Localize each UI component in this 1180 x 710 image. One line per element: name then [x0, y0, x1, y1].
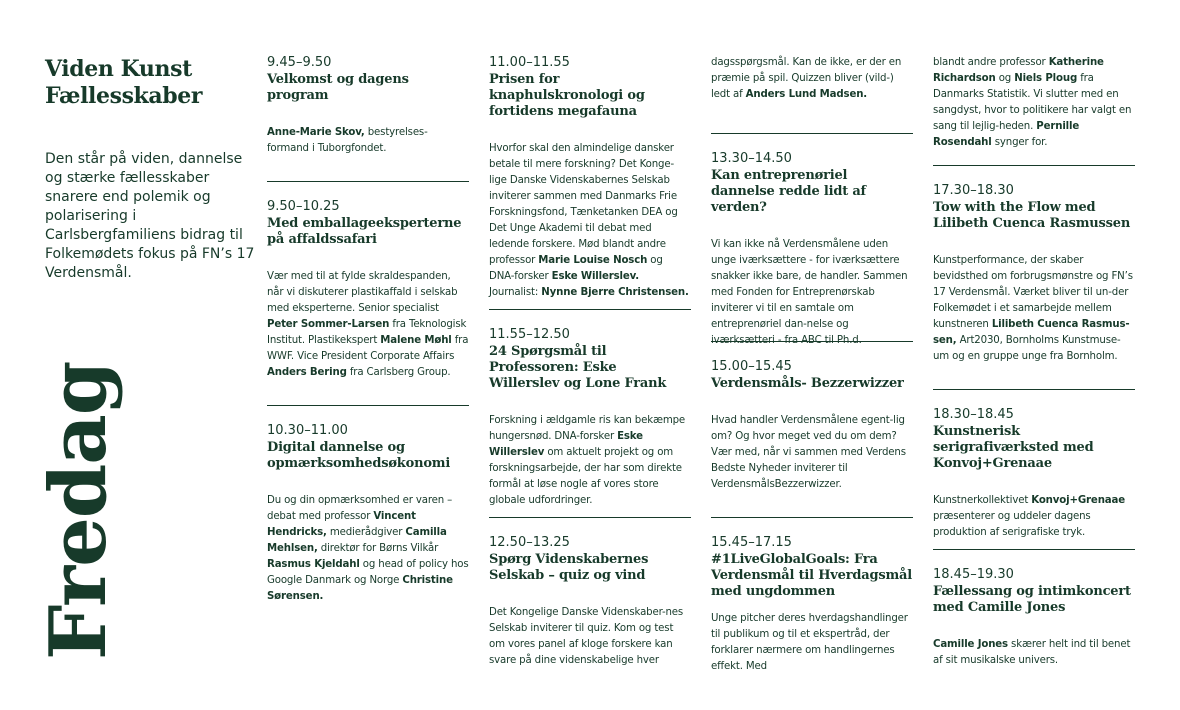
- event-quiz: [489, 535, 691, 669]
- person-name: Rasmus Kjeldahl: [267, 559, 360, 570]
- description-text: Vi kan ikke nå Verdensmålene uden unge iværksættere - for iværksættere snakker ikke bare, de handler. Sammen med Fonden for Entreprenørskab inviterer vi til en samtale om entreprenøriel dan-nelse og iværksætteri - fra ABC til Ph.d.: [711, 239, 908, 346]
- person-name: Vincent Hendricks,: [267, 511, 416, 538]
- person-name: Anne-Marie Skov,: [267, 127, 365, 138]
- divider: [711, 133, 913, 134]
- event-time: 15.00–15.45: [711, 359, 792, 374]
- event-description: [933, 253, 1135, 365]
- event-time: 12.50–13.25: [489, 535, 570, 550]
- description-text: Hvad handler Verdensmålene egent-lig om? Og hvor meget ved du om dem? Vær med, når vi sammen med Verdens Bedste Nyheder inviterer til VerdensmålsBezzerwizzer.: [711, 415, 906, 490]
- description-text: Kunstnerkollektivet: [933, 495, 1032, 506]
- event-description: [711, 611, 913, 675]
- description-text: Det Kongelige Danske Videnskaber-nes Selskab inviterer til quiz. Kom og test om vores panel af kloge forskere kan svare på dine videnskabelige hver: [489, 607, 684, 666]
- event-digital: [267, 423, 469, 605]
- event-time: 18.45–19.30: [933, 567, 1014, 582]
- description-text: bestyrelses-formand i Tuborgfondet.: [267, 127, 428, 154]
- event-description: [489, 413, 691, 509]
- description-text: Art2030, Bornholms Kunstmuse-um og en gruppe unge fra Bornholm.: [933, 335, 1121, 362]
- event-time: 9.45–9.50: [267, 55, 332, 70]
- event-description: [711, 413, 913, 493]
- event-description: [267, 125, 469, 157]
- event-tow-with-the-flow: [933, 183, 1135, 365]
- event-entrepreneurial: [711, 151, 913, 349]
- event-serigrafi: [933, 407, 1135, 541]
- event-title: #1LiveGlobalGoals: Fra Verdensmål til Hverdagsmål med ungdommen: [711, 552, 912, 599]
- description-text: Hvorfor skal den almindelige dansker betale til mere forskning? Det Konge-lige Danske Videnskabernes Selskab inviterer sammen med Danmarks Frie Forskningsfond, Tænketanken DEA og Det Unge Akademi til debat med ledende forskere. Mød blandt andre professor: [489, 143, 678, 266]
- event-title: Tow with the Flow med Lilibeth Cuenca Rasmussen: [933, 200, 1131, 231]
- description-text: Du og din opmærksomhed er varen – debat med professor: [267, 495, 453, 522]
- description-text: medierådgiver: [326, 527, 406, 538]
- event-time: 11.00–11.55: [489, 55, 570, 70]
- event-title: Fællessang og intimkoncert med Camille Jones: [933, 584, 1131, 615]
- divider: [711, 517, 913, 518]
- event-description: [711, 55, 913, 103]
- event-description: [711, 237, 913, 349]
- event-title: Kan entreprenøriel dannelse redde lidt af verden?: [711, 168, 866, 215]
- event-time: 9.50–10.25: [267, 199, 340, 214]
- description-text: Unge pitcher deres hverdagshandlinger til publikum og til et ekspertråd, der forklarer nærmere om handlingernes effekt. Med: [711, 613, 908, 672]
- page-title-line-2: Fællesskaber: [45, 83, 203, 109]
- description-text: præsenterer og uddeler dagens produktion af serigrafiske tryk.: [933, 511, 1091, 538]
- description-text: og head of policy hos Google Danmark og Norge: [267, 559, 469, 586]
- description-text: Vær med til at fylde skraldespanden, når vi diskuterer plastikaffald i selskab med eksperterne. Senior specialist: [267, 271, 458, 314]
- event-title: 24 Spørgsmål til Professoren: Eske Willerslev og Lone Frank: [489, 344, 667, 391]
- event-welcome: [267, 55, 469, 157]
- divider: [267, 405, 469, 406]
- event-title: Velkomst og dagens program: [267, 72, 409, 103]
- event-time: 13.30–14.50: [711, 151, 792, 166]
- divider: [933, 165, 1135, 166]
- person-name: Peter Sommer-Larsen: [267, 319, 390, 330]
- person-name: Nynne Bjerre Christensen.: [541, 287, 689, 298]
- event-24-questions: [489, 327, 691, 509]
- description-text: dagsspørgsmål. Kan de ikke, er der en præmie på spil. Quizzen bliver (vild-) ledt af: [711, 57, 902, 100]
- divider: [711, 341, 913, 342]
- description-text: synger for.: [991, 137, 1048, 148]
- person-name: Christine Sørensen.: [267, 575, 453, 602]
- description-text: og DNA-forsker: [489, 255, 663, 282]
- description-text: fra Teknologisk Institut. Plastikekspert: [267, 319, 467, 346]
- event-time: 11.55–12.50: [489, 327, 570, 342]
- person-name: Camille Jones: [933, 639, 1008, 650]
- page-title-line-1: Viden Kunst: [45, 56, 192, 82]
- event-description: [489, 605, 691, 669]
- person-name: Anders Lund Madsen.: [745, 89, 868, 100]
- event-global-goals-continued: [933, 55, 1135, 151]
- day-label: Fredag: [33, 361, 124, 660]
- event-time: 18.30–18.45: [933, 407, 1014, 422]
- event-global-goals: [711, 535, 913, 675]
- divider: [933, 549, 1135, 550]
- divider: [489, 309, 691, 310]
- person-name: Eske Willerslev.: [551, 271, 640, 282]
- description-text: fra Carlsberg Group.: [346, 367, 451, 378]
- description-text: Journalist:: [489, 287, 542, 298]
- divider: [489, 517, 691, 518]
- description-text: Kunstperformance, der skaber bevidsthed om forbrugsmønstre og FN’s 17 Verdensmål. Værket bliver til un-der Folkemødet i et samarbejde mellem kunstneren: [933, 255, 1133, 330]
- event-description: [267, 493, 469, 605]
- description-text: om aktuelt projekt og om forskningsarbejde, der har som direkte formål at løse nogle af vores store globale udfordringer.: [489, 447, 682, 506]
- event-title: Prisen for knaphulskronologi og fortidens megafauna: [489, 72, 645, 119]
- event-time: 10.30–11.00: [267, 423, 348, 438]
- event-packaging: [267, 199, 469, 381]
- person-name: Malene Møhl: [380, 335, 452, 346]
- divider: [267, 181, 469, 182]
- description-text: blandt andre professor: [933, 57, 1049, 68]
- person-name: Camilla Mehlsen,: [267, 527, 447, 554]
- event-title: Verdensmåls- Bezzerwizzer: [711, 376, 904, 391]
- person-name: Pernille Rosendahl: [933, 121, 1080, 148]
- description-text: skærer helt ind til benet af sit musikalske univers.: [933, 639, 1131, 666]
- event-title: Med emballageeksperterne på affaldssafari: [267, 216, 462, 247]
- person-name: Anders Bering: [267, 367, 347, 378]
- person-name: Konvoj+Grenaae: [1031, 495, 1126, 506]
- description-text: direktør for Børns Vilkår: [317, 543, 439, 554]
- description-text: og: [995, 73, 1015, 84]
- person-name: Niels Ploug: [1014, 73, 1078, 84]
- event-title: Digital dannelse og opmærksomhedsøkonomi: [267, 440, 451, 471]
- event-description: [933, 637, 1135, 669]
- event-description: [933, 55, 1135, 151]
- description-text: Forskning i ældgamle ris kan bekæmpe hungersnød. DNA-forsker: [489, 415, 686, 442]
- description-text: fra Danmarks Statistik. Vi slutter med en sangdyst, hvor to politikere har valgt en sang til lejlig-heden.: [933, 73, 1132, 132]
- event-faellessang: [933, 567, 1135, 669]
- event-title: Kunstnerisk serigrafiværksted med Konvoj+Grenaae: [933, 424, 1094, 471]
- intro-text: Den står på viden, dannelse og stærke fællesskaber snarere end polemik og polarisering i Carlsbergfamiliens bidrag til Folkemødets fokus på FN’s 17 Verdensmål.: [45, 151, 255, 281]
- event-description: [489, 141, 691, 301]
- divider: [933, 389, 1135, 390]
- event-title: Spørg Videnskabernes Selskab – quiz og vind: [489, 552, 649, 583]
- event-time: 17.30–18.30: [933, 183, 1014, 198]
- event-bezzerwizzer: [711, 359, 913, 493]
- person-name: Marie Louise Nosch: [538, 255, 648, 266]
- event-description: [267, 269, 469, 381]
- person-name: Katherine Richardson: [933, 57, 1104, 84]
- person-name: Eske Willerslev: [489, 431, 643, 458]
- event-knaphul: [489, 55, 691, 301]
- description-text: fra WWF. Vice President Corporate Affairs: [267, 335, 469, 362]
- event-description: [933, 493, 1135, 541]
- event-time: 15.45–17.15: [711, 535, 792, 550]
- event-quiz-continued: [711, 55, 913, 103]
- page-title: [45, 56, 245, 110]
- person-name: Lilibeth Cuenca Rasmus-sen,: [933, 319, 1130, 346]
